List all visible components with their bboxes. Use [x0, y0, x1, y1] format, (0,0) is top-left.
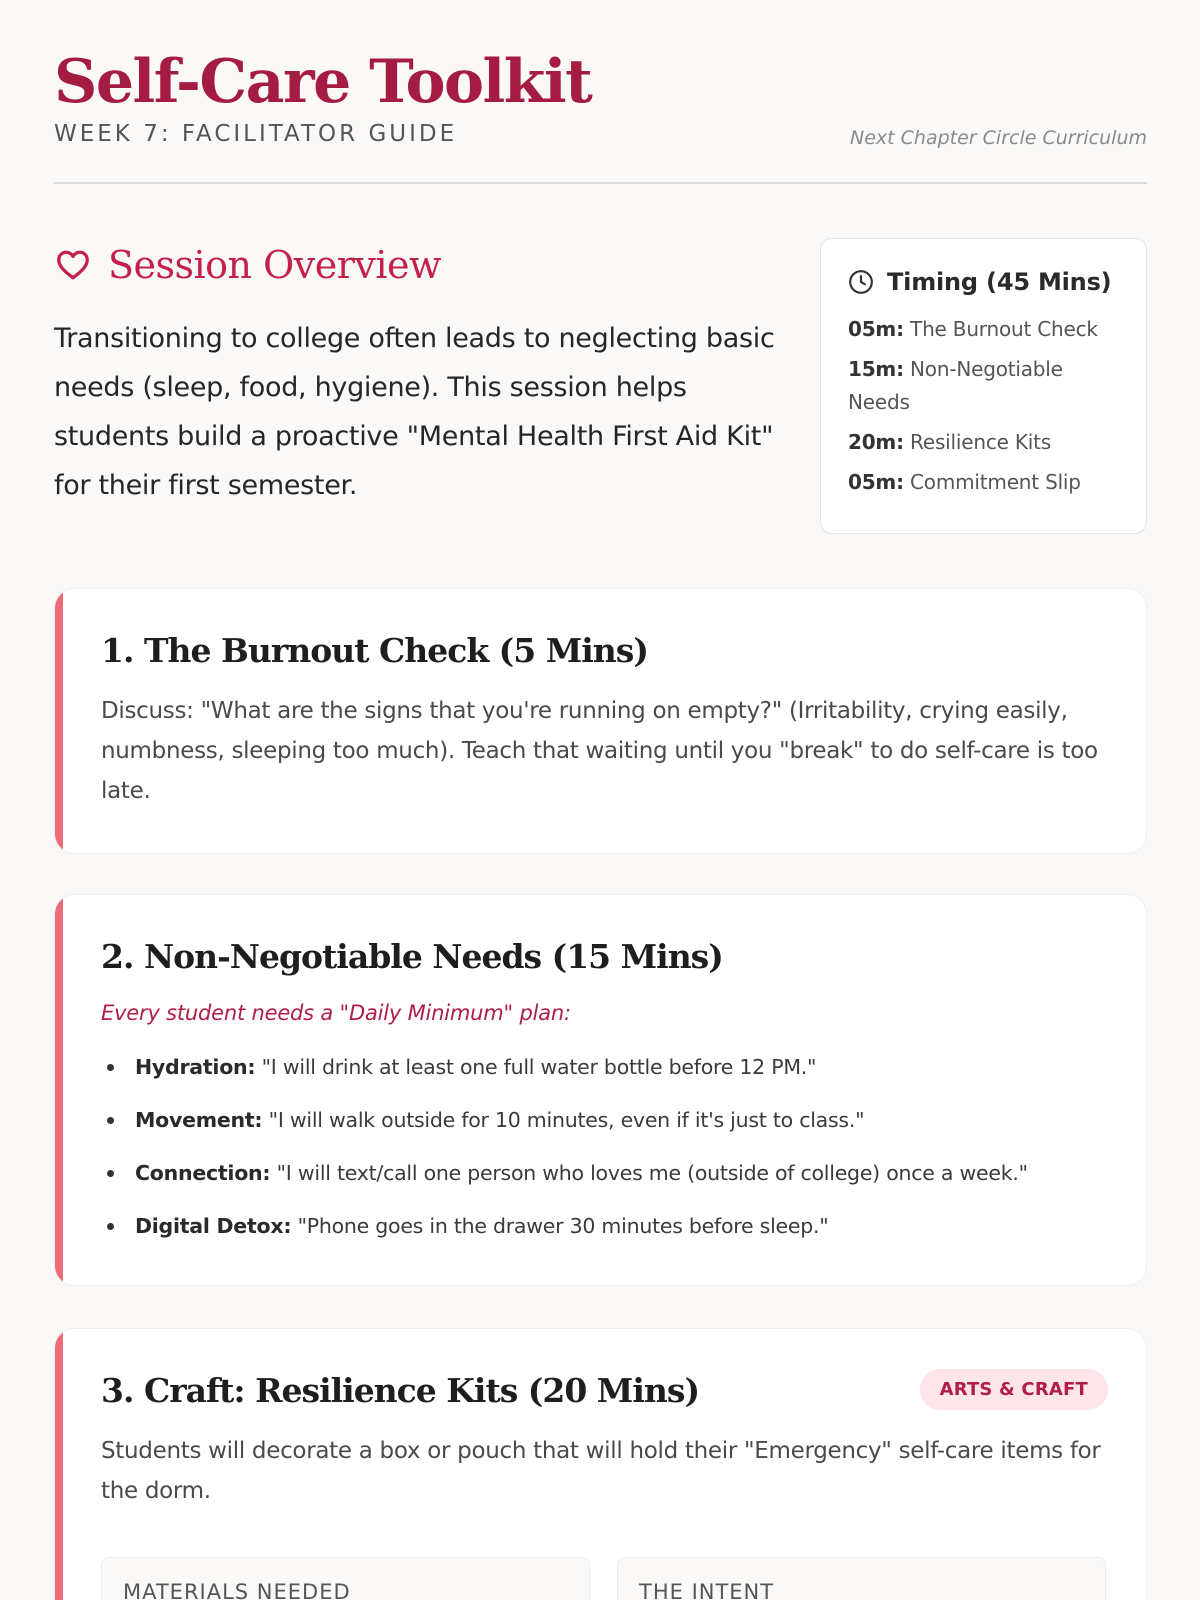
timing-label: Resilience Kits	[910, 430, 1052, 454]
overview-title: Session Overview	[108, 243, 442, 287]
info-boxes	[101, 1557, 1106, 1600]
header	[54, 0, 1147, 184]
timing-title: Timing (45 Mins)	[887, 268, 1112, 296]
need-text: "I will walk outside for 10 minutes, even if it's just to class."	[268, 1108, 865, 1132]
timing-list	[848, 313, 1146, 499]
section-burnout-check	[54, 588, 1147, 854]
section-note: Every student needs a "Daily Minimum" plan:	[101, 1001, 571, 1025]
section-text: Discuss: "What are the signs that you're running on empty?" (Irritability, crying easily, numbness, sleeping too much). Teach that waiting until you "break" to do self-care is too late.	[101, 698, 1098, 804]
section-non-negotiable-needs	[54, 894, 1147, 1286]
clock-icon	[848, 269, 874, 295]
needs-list	[101, 1041, 1106, 1253]
page	[54, 0, 1147, 1600]
timing-heading	[848, 265, 1146, 299]
section-text: Students will decorate a box or pouch that will hold their "Emergency" self-care items for the dorm.	[101, 1438, 1101, 1504]
timing-item	[848, 353, 1128, 419]
intent-box	[617, 1557, 1106, 1600]
need-label: Movement:	[135, 1108, 263, 1132]
list-item	[101, 1200, 1106, 1253]
list-item	[101, 1094, 1106, 1147]
timing-label: Non-Negotiable Needs	[848, 357, 1063, 414]
overview-heading	[54, 240, 784, 290]
need-label: Connection:	[135, 1161, 271, 1185]
need-label: Hydration:	[135, 1055, 256, 1079]
list-item	[101, 1041, 1106, 1094]
session-overview	[54, 240, 784, 510]
section-title: 2. Non-Negotiable Needs (15 Mins)	[101, 937, 723, 976]
need-text: "I will text/call one person who loves me (outside of college) once a week."	[276, 1161, 1028, 1185]
overview-text: Transitioning to college often leads to neglecting basic needs (sleep, food, hygiene). This session helps students build a proactive "Mental Health First Aid Kit" for their first semester.	[54, 323, 775, 501]
section-title: 1. The Burnout Check (5 Mins)	[101, 631, 648, 670]
timing-box	[820, 238, 1147, 534]
need-label: Digital Detox:	[135, 1214, 292, 1238]
list-item	[101, 1147, 1106, 1200]
timing-time: 05m:	[848, 470, 904, 494]
timing-time: 20m:	[848, 430, 904, 454]
timing-item	[848, 313, 1128, 346]
section-resilience-kits	[54, 1328, 1147, 1600]
page-title: Self-Care Toolkit	[54, 47, 592, 117]
section-title: 3. Craft: Resilience Kits (20 Mins)	[101, 1371, 700, 1410]
need-text: "I will drink at least one full water bottle before 12 PM."	[261, 1055, 817, 1079]
box-label: MATERIALS NEEDED	[123, 1580, 351, 1600]
materials-box	[101, 1557, 590, 1600]
box-label: THE INTENT	[639, 1580, 775, 1600]
timing-label: Commitment Slip	[910, 470, 1081, 494]
timing-item	[848, 426, 1128, 459]
curriculum-label: Next Chapter Circle Curriculum	[850, 127, 1147, 149]
page-subtitle: WEEK 7: FACILITATOR GUIDE	[54, 121, 458, 147]
timing-time: 15m:	[848, 357, 904, 381]
timing-item	[848, 466, 1128, 499]
need-text: "Phone goes in the drawer 30 minutes before sleep."	[297, 1214, 829, 1238]
category-badge: ARTS & CRAFT	[920, 1369, 1108, 1410]
timing-label: The Burnout Check	[910, 317, 1098, 341]
timing-time: 05m:	[848, 317, 904, 341]
heart-icon	[54, 247, 92, 283]
